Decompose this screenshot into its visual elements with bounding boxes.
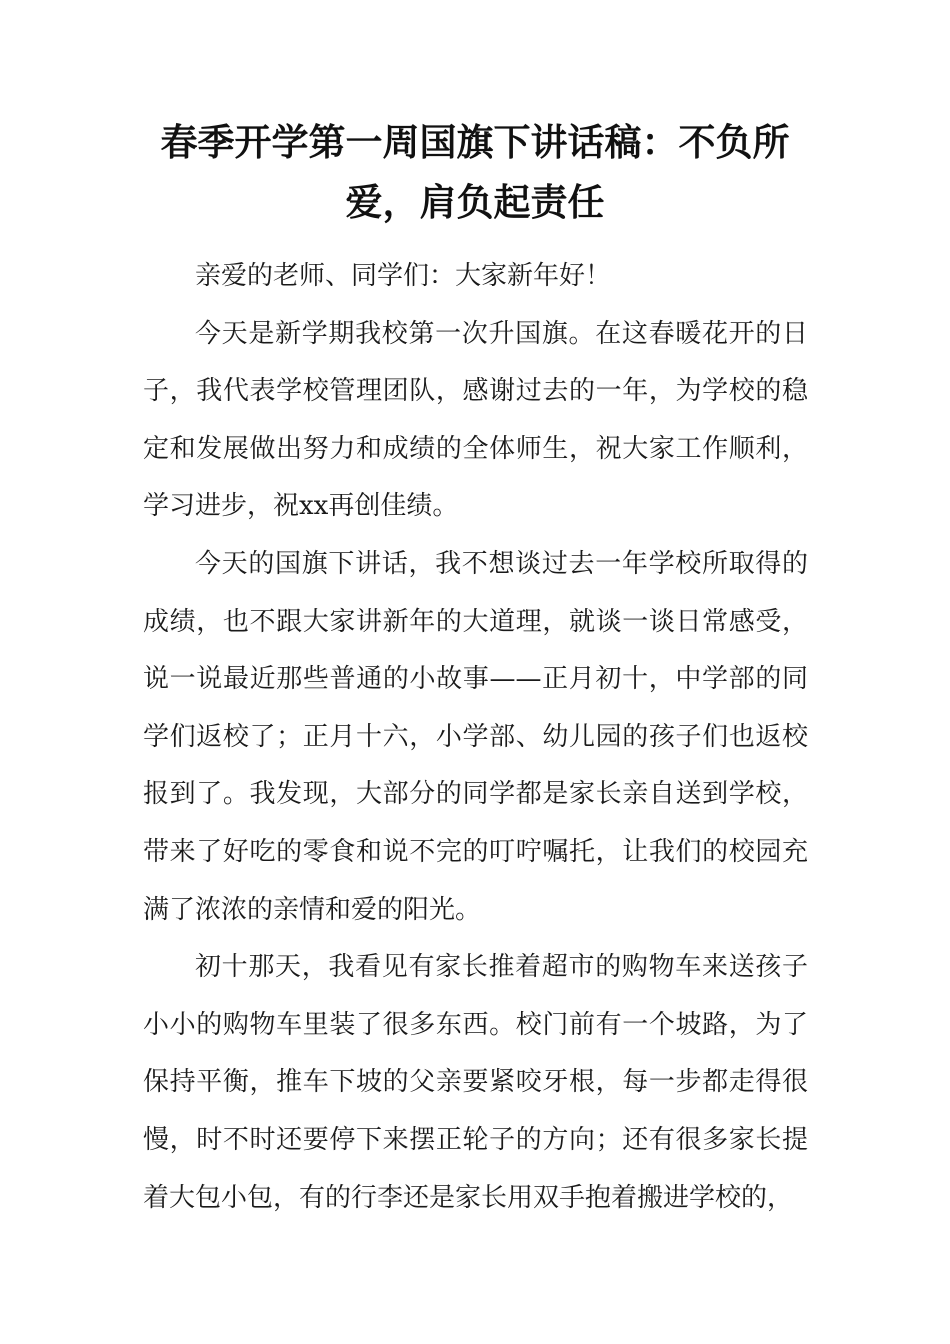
paragraph-flag-raising: 今天是新学期我校第一次升国旗。在这春暖花开的日子，我代表学校管理团队，感谢过去的一年，为学校的稳定和发展做出努力和成绩的全体师生，祝大家工作顺利，学习进步，祝xx再创佳绩。 [143, 318, 808, 522]
paragraph-parents-sending: 初十那天，我看见有家长推着超市的购物车来送孩子小小的购物车里装了很多东西。校门前有一个坡路，为了保持平衡，推车下坡的父亲要紧咬牙根，每一步都走得很慢，时不时还要停下来摆正轮子的方向；还有很多家长提着大包小包，有的行李还是家长用双手抱着搬进学校的， [143, 952, 808, 1213]
document-body [143, 248, 808, 1227]
paragraph-daily-stories: 今天的国旗下讲话，我不想谈过去一年学校所取得的成绩，也不跟大家讲新年的大道理，就谈一谈日常感受，说一说最近那些普通的小故事——正月初十，中学部的同学们返校了；正月十六，小学部、幼儿园的孩子们也返校报到了。我发现，大部分的同学都是家长亲自送到学校，带来了好吃的零食和说不完的叮咛嘱托，让我们的校园充满了浓浓的亲情和爱的阳光。 [143, 548, 808, 925]
document-title: 春季开学第一周国旗下讲话稿：不负所爱，肩负起责任 [160, 120, 790, 224]
paragraph-greeting: 亲爱的老师、同学们：大家新年好！ [195, 261, 612, 291]
